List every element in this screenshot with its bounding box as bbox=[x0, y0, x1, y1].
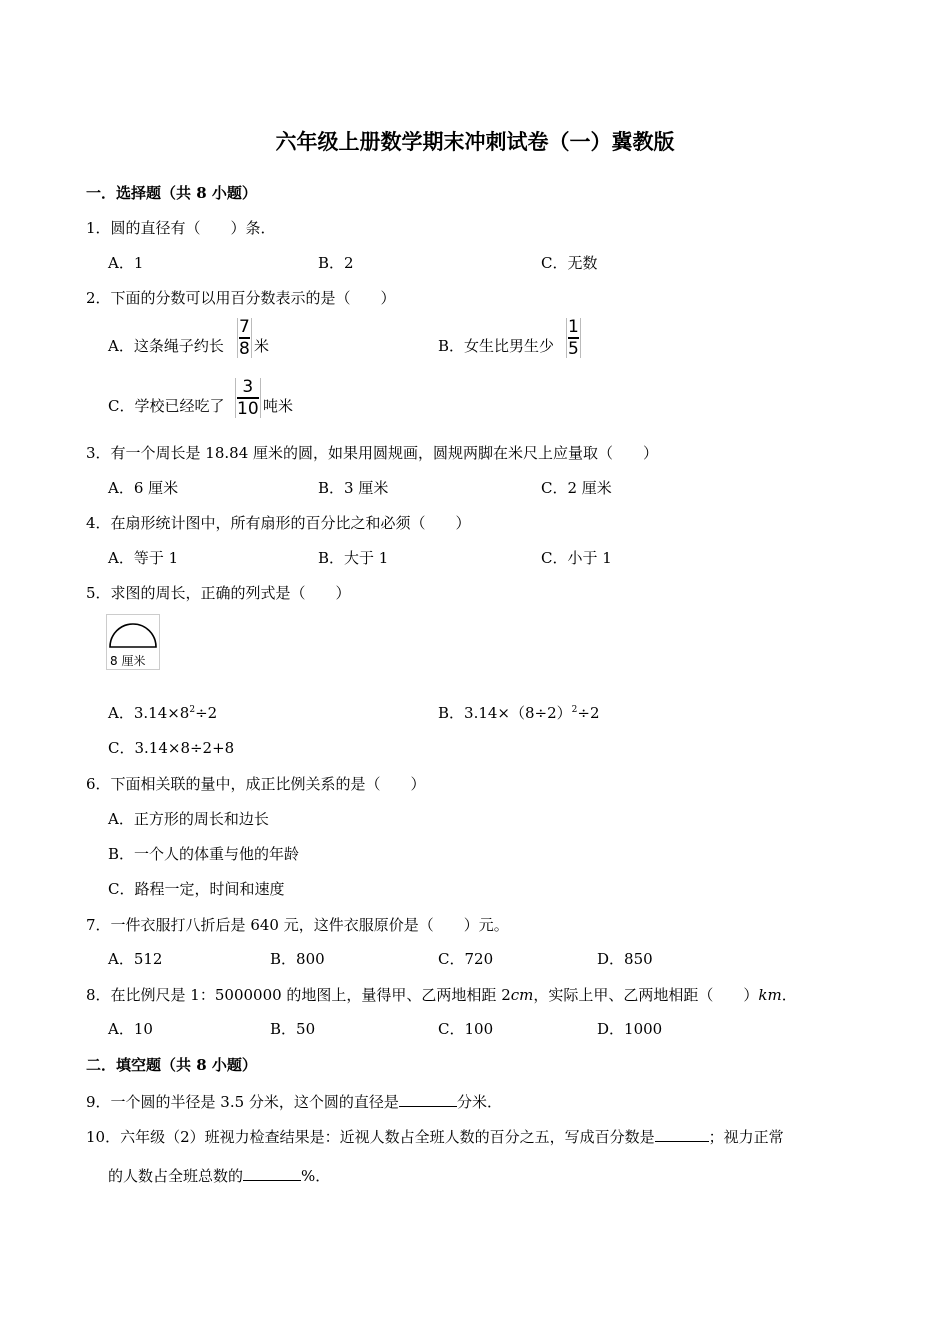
q3-option-c: C．2 厘米 bbox=[541, 479, 612, 497]
q5-option-c: C．3.14×8÷2+8 bbox=[108, 739, 235, 757]
q8-stem-part1: 8．在比例尺是 1：5000000 的地图上，量得甲、乙两地相距 2 bbox=[86, 986, 511, 1004]
q4-option-b: B．大于 1 bbox=[318, 549, 389, 567]
q10-answer-blank-2[interactable] bbox=[243, 1164, 301, 1181]
q7-option-d: D．850 bbox=[597, 950, 653, 968]
q10-text-middle: ；视力正常 bbox=[708, 1128, 784, 1146]
q8-stem-part2: ，实际上甲、乙两地相距（ ） bbox=[533, 986, 759, 1004]
q5-option-b-tail: ÷2 bbox=[577, 704, 600, 722]
fraction-denominator: 10 bbox=[237, 398, 259, 419]
question-3: 3．有一个周长是 18.84 厘米的圆，如果用圆规画，圆规两脚在米尺上应量取（ ） bbox=[86, 444, 659, 462]
q3-option-b: B．3 厘米 bbox=[318, 479, 389, 497]
question-9 bbox=[86, 1090, 502, 1112]
question-5: 5．求图的周长，正确的列式是（ ） bbox=[86, 584, 351, 602]
section-fill-heading: 二．填空题（共 8 小题） bbox=[86, 1056, 257, 1074]
q9-answer-blank[interactable] bbox=[399, 1090, 457, 1107]
question-4: 4．在扇形统计图中，所有扇形的百分比之和必须（ ） bbox=[86, 514, 471, 532]
q8-option-b: B．50 bbox=[270, 1020, 316, 1038]
fraction-numerator: 3 bbox=[242, 377, 254, 397]
q7-option-b: B．800 bbox=[270, 950, 325, 968]
question-7: 7．一件衣服打八折后是 640 元，这件衣服原价是（ ）元。 bbox=[86, 916, 509, 934]
q8-option-d: D．1000 bbox=[597, 1020, 663, 1038]
semicircle-diameter-label: 8 厘米 bbox=[110, 654, 146, 668]
q1-option-c: C．无数 bbox=[541, 254, 598, 272]
q6-option-c: C．路程一定，时间和速度 bbox=[108, 880, 285, 898]
q7-option-c: C．720 bbox=[438, 950, 494, 968]
fraction-denominator: 8 bbox=[239, 338, 250, 359]
q6-option-b: B．一个人的体重与他的年龄 bbox=[108, 845, 300, 863]
q1-option-a: A．1 bbox=[108, 254, 144, 272]
q5-option-b-base: B．3.14×（8÷2） bbox=[438, 704, 572, 722]
q8-option-c: C．100 bbox=[438, 1020, 494, 1038]
q10-line2-after: %． bbox=[301, 1167, 331, 1185]
q2-option-c-unit: 吨米 bbox=[263, 397, 294, 415]
question-10-line2 bbox=[108, 1164, 330, 1186]
fraction-denominator: 5 bbox=[568, 338, 579, 359]
page-title: 六年级上册数学期末冲刺试卷（一）冀教版 bbox=[275, 129, 675, 154]
question-10-line1 bbox=[86, 1125, 784, 1147]
q5-option-a-exponent: 2 bbox=[189, 705, 196, 715]
q8-option-a: A．10 bbox=[108, 1020, 153, 1038]
q2-option-b-text: B．女生比男生少 bbox=[438, 337, 555, 355]
fraction-numerator: 1 bbox=[568, 317, 579, 337]
q5-option-b-exponent: 2 bbox=[571, 705, 578, 715]
q8-unit-cm: cm bbox=[510, 986, 534, 1004]
q10-line2-before: 的人数占全班总数的 bbox=[108, 1167, 244, 1185]
q6-option-a: A．正方形的周长和边长 bbox=[108, 810, 269, 828]
fraction-numerator: 7 bbox=[239, 317, 250, 337]
question-1: 1．圆的直径有（ ）条． bbox=[86, 219, 276, 237]
q9-text-before: 9．一个圆的半径是 3.5 分米，这个圆的直径是 bbox=[86, 1093, 399, 1111]
q4-option-c: C．小于 1 bbox=[541, 549, 612, 567]
q2-option-c-text: C．学校已经吃了 bbox=[108, 397, 225, 415]
q2-option-a-fraction bbox=[237, 318, 252, 358]
q2-option-b-fraction bbox=[566, 318, 581, 358]
q2-option-a-unit: 米 bbox=[254, 337, 270, 355]
q1-option-b: B．2 bbox=[318, 254, 354, 272]
q4-option-a: A．等于 1 bbox=[108, 549, 179, 567]
question-2: 2．下面的分数可以用百分数表示的是（ ） bbox=[86, 289, 396, 307]
q5-option-a-tail: ÷2 bbox=[195, 704, 218, 722]
q5-option-a-base: A．3.14×8 bbox=[108, 704, 190, 722]
q5-option-a bbox=[108, 703, 217, 723]
q5-option-b bbox=[438, 703, 600, 723]
q10-text-before: 10．六年级（2）班视力检查结果是：近视人数占全班人数的百分之五，写成百分数是 bbox=[86, 1128, 655, 1146]
question-8 bbox=[86, 985, 797, 1005]
question-6: 6．下面相关联的量中，成正比例关系的是（ ） bbox=[86, 775, 426, 793]
q7-option-a: A．512 bbox=[108, 950, 163, 968]
q9-text-after: 分米． bbox=[456, 1093, 502, 1111]
q8-stem-part3: ． bbox=[781, 986, 797, 1004]
q2-option-a-text: A．这条绳子约长 bbox=[108, 337, 224, 355]
q8-unit-km: km bbox=[758, 986, 782, 1004]
q3-option-a: A．6 厘米 bbox=[108, 479, 179, 497]
q10-answer-blank-1[interactable] bbox=[655, 1125, 709, 1142]
q2-option-c-fraction bbox=[235, 378, 261, 418]
section-choice-heading: 一．选择题（共 8 小题） bbox=[86, 184, 257, 202]
